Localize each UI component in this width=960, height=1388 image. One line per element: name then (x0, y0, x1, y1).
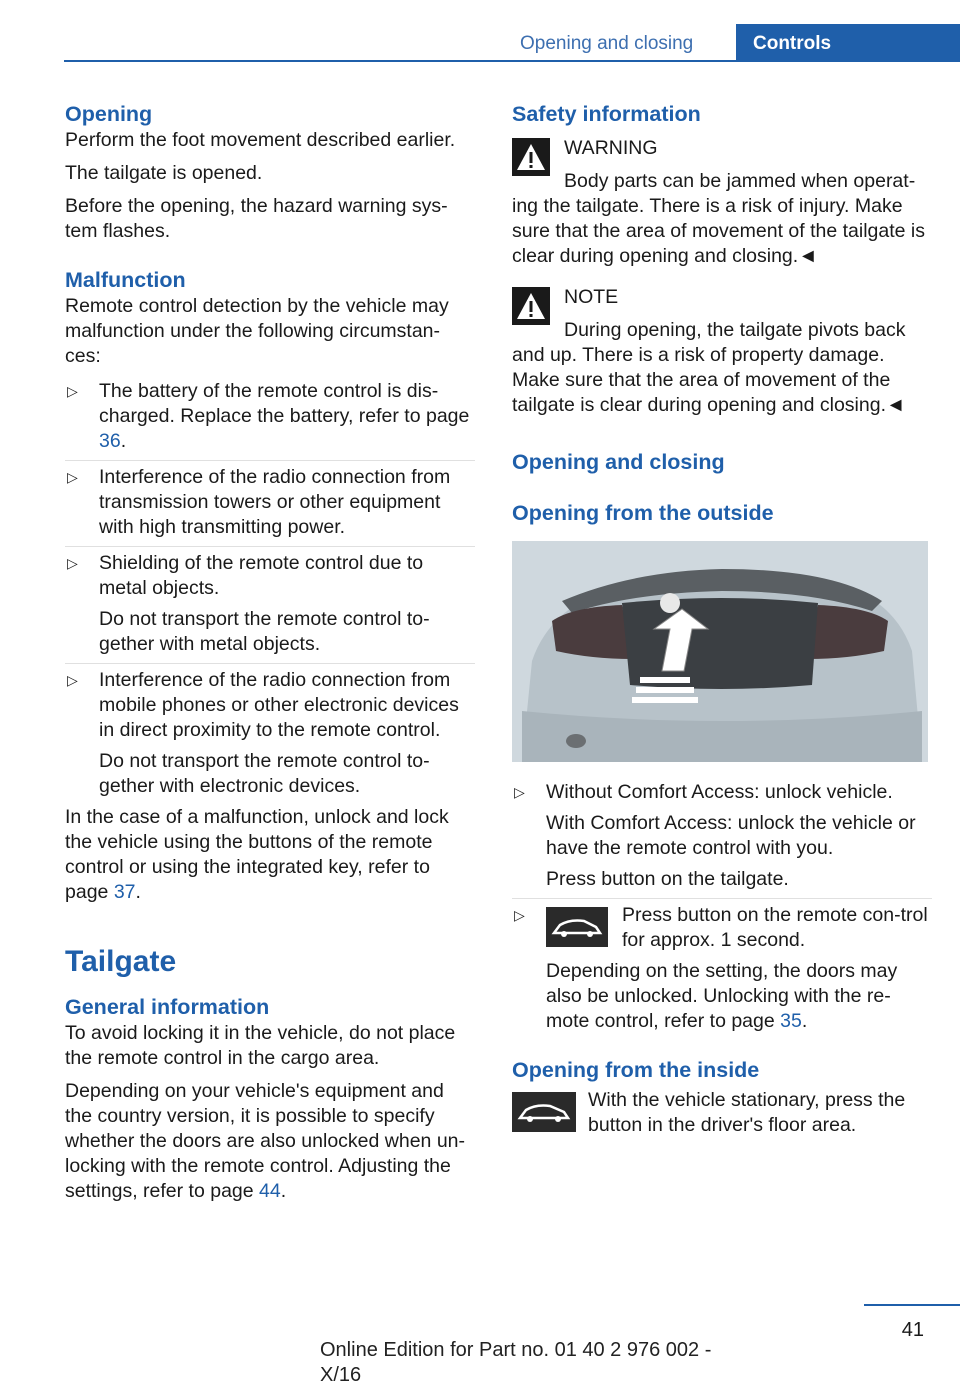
inside-opening-text: With the vehicle stationary, press the button in the driver's floor area. (588, 1089, 906, 1136)
right-column (512, 100, 932, 1138)
heading-safety-information: Safety information (512, 102, 701, 126)
tailgate-text-2: Depending on your vehicle's equipment and the country version, it is possible to specify whether the doors are also unlocked when un‐locking with the remote control. Adjusting the settings, refer to page 44. (65, 1080, 465, 1202)
triangle-bullet-icon: ▷ (67, 383, 78, 399)
page-link[interactable]: 36 (99, 430, 121, 452)
list-item-note: With Comfort Access: unlock the vehicle or have the remote control with you. (546, 812, 916, 859)
tailgate-text-1: To avoid locking it in the vehicle, do not place the remote control in the cargo area. (65, 1022, 456, 1069)
triangle-bullet-icon: ▷ (514, 907, 525, 923)
list-item-note: Press button on the tailgate. (546, 868, 789, 890)
list-item-note: Do not transport the remote control to‐gether with metal objects. (99, 608, 430, 655)
page-link[interactable]: 37 (113, 881, 136, 903)
list-item: ▷ Without Comfort Access: unlock vehicle. With Comfort Access: unlock the vehicle or have the remote control with you. Press button on the tailgate. (512, 776, 932, 898)
list-item: ▷ Press button on the remote con‐trol for approx. 1 second. Depending on the setting, the doors may also be unlocked. Unlocking with the re‐mote control, refer to page 35. (512, 898, 932, 1040)
left-column (65, 100, 475, 1204)
triangle-bullet-icon: ▷ (514, 784, 525, 800)
edition-note: Online Edition for Part no. 01 40 2 976 002 - X/16 (320, 1339, 712, 1386)
warning-triangle-icon (512, 138, 550, 176)
malfunction-list (65, 375, 475, 805)
heading-opening-from-outside: Opening from the outside (512, 501, 774, 525)
note-triangle-icon (512, 287, 550, 325)
opening-text-2: The tailgate is opened. (65, 162, 263, 184)
note-label: NOTE (564, 286, 619, 308)
list-item: ▷ Interference of the radio connection from mobile phones or other electronic devices in direct proximity to the remote control. Do not transport the remote control to‐gether with electronic devices. (65, 663, 475, 805)
warning-text-first-line: Body parts can be jammed when operat‐ (564, 170, 916, 192)
heading-general-information: General information (65, 995, 270, 1019)
floor-button-icon (512, 1092, 576, 1132)
car-tailgate-image (512, 541, 928, 762)
header-section-title: Opening and closing (520, 33, 694, 54)
malfunction-outro: In the case of a malfunction, unlock and lock the vehicle using the buttons of the remote control or using the integrated key, refer to page 37. (65, 806, 449, 903)
triangle-bullet-icon: ▷ (67, 672, 78, 688)
heading-tailgate: Tailgate (65, 945, 177, 978)
car-tailgate-button-icon (546, 907, 608, 947)
page-link[interactable]: 35 (780, 1010, 802, 1032)
heading-opening: Opening (65, 102, 153, 126)
warning-block (512, 136, 932, 269)
malfunction-intro: Remote control detection by the vehicle may malfunction under the following circumstan‐ces: (65, 295, 449, 367)
triangle-bullet-icon: ▷ (67, 555, 78, 571)
heading-opening-from-inside: Opening from the inside (512, 1058, 760, 1082)
list-item: ▷ The battery of the remote control is dis‐charged. Replace the battery, refer to page 36. (67, 380, 470, 452)
page-number: 41 (901, 1319, 924, 1341)
note-text: and up. There is a risk of property damage. Make sure that the area of movement of the tailgate is clear during opening and closing.◄ (512, 344, 906, 416)
list-item: ▷ Interference of the radio connection from transmission towers or other equipment with high transmitting power. (65, 460, 475, 546)
list-item-note: Depending on the setting, the doors may also be unlocked. Unlocking with the re‐mote control, refer to page 35. (546, 960, 898, 1032)
note-block (512, 285, 932, 418)
triangle-bullet-icon: ▷ (67, 469, 78, 485)
page-link[interactable]: 44 (259, 1180, 281, 1202)
warning-text: ing the tailgate. There is a risk of injury. Make sure that the area of movement of the tailgate is clear during opening and closing.◄ (512, 195, 925, 267)
opening-text-1: Perform the foot movement described earlier. (65, 129, 456, 151)
warning-label: WARNING (564, 137, 658, 159)
heading-opening-and-closing: Opening and closing (512, 450, 725, 474)
list-item: ▷ Shielding of the remote control due to metal objects. Do not transport the remote control to‐gether with metal objects. (65, 546, 475, 663)
list-item-note: Do not transport the remote control to‐gether with electronic devices. (99, 750, 430, 797)
note-text-first-line: During opening, the tailgate pivots back (564, 319, 906, 341)
opening-text-3: Before the opening, the hazard warning sys‐tem flashes. (65, 195, 448, 242)
footer-rule (864, 1304, 960, 1306)
header-tab-controls: Controls (736, 24, 960, 62)
heading-malfunction: Malfunction (65, 268, 186, 292)
outside-steps-list (512, 776, 932, 1040)
